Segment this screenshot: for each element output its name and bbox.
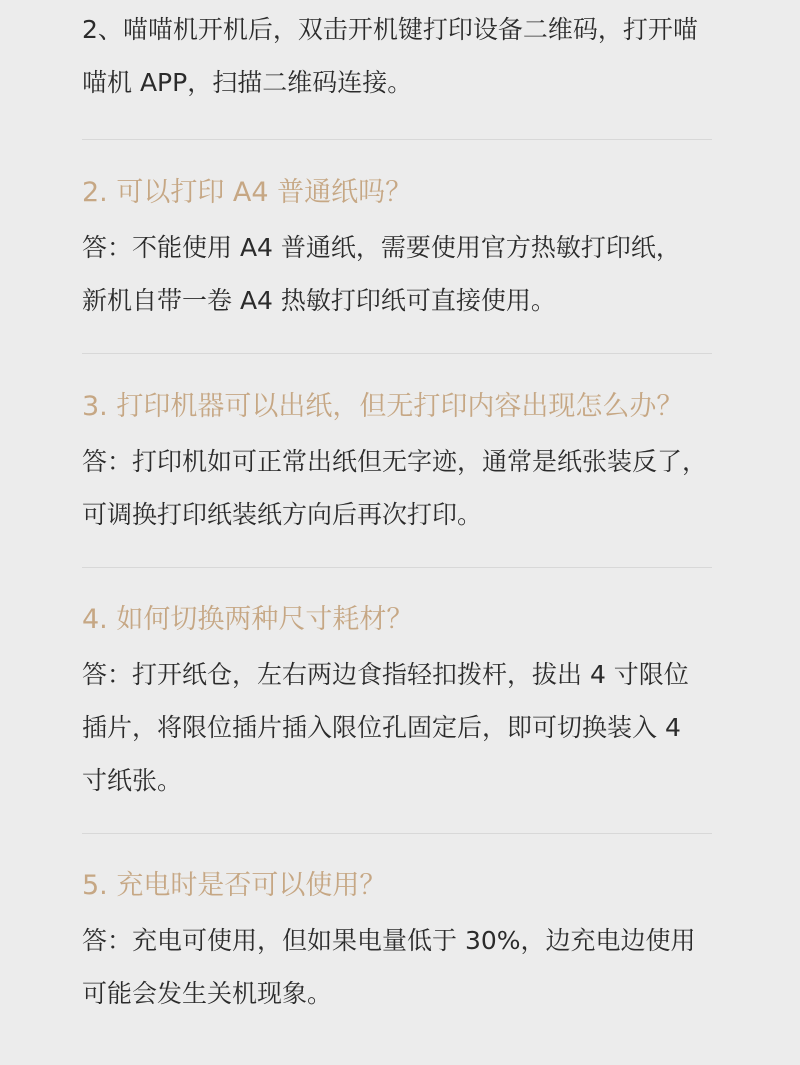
- faq-item: [82, 834, 712, 1020]
- faq-question: 5. 充电时是否可以使用？: [82, 870, 387, 901]
- answer-line: 寸纸张。: [82, 766, 183, 795]
- answer-line: 答：打印机如可正常出纸但无字迹，通常是纸张装反了，: [82, 447, 708, 476]
- answer-line: 可能会发生关机现象。: [82, 979, 333, 1008]
- intro-line: 2、喵喵机开机后，双击开机键打印设备二维码，打开喵: [82, 15, 698, 44]
- intro-step: [82, 0, 712, 109]
- answer-line: 答：充电可使用，但如果电量低于 30%，边充电边使用: [82, 926, 696, 955]
- faq-item: [82, 140, 712, 327]
- faq-question: 2. 可以打印 A4 普通纸吗？: [82, 177, 413, 208]
- faq-answer: [82, 435, 712, 541]
- faq-answer: [82, 914, 712, 1020]
- faq-item: [82, 568, 712, 807]
- answer-line: 插片，将限位插片插入限位孔固定后，即可切换装入 4: [82, 713, 681, 742]
- faq-section: [82, 0, 712, 1020]
- answer-line: 答：打开纸仓，左右两边食指轻扣拨杆，拔出 4 寸限位: [82, 660, 689, 689]
- faq-question: 3. 打印机器可以出纸，但无打印内容出现怎么办？: [82, 391, 684, 422]
- faq-answer: [82, 221, 712, 327]
- faq-question: 4. 如何切换两种尺寸耗材？: [82, 604, 414, 635]
- intro-line: 喵机 APP，扫描二维码连接。: [82, 68, 413, 97]
- faq-item: [82, 354, 712, 541]
- answer-line: 答：不能使用 A4 普通纸，需要使用官方热敏打印纸，: [82, 233, 681, 262]
- answer-line: 新机自带一卷 A4 热敏打印纸可直接使用。: [82, 286, 556, 315]
- faq-answer: [82, 648, 712, 807]
- answer-line: 可调换打印纸装纸方向后再次打印。: [82, 500, 483, 529]
